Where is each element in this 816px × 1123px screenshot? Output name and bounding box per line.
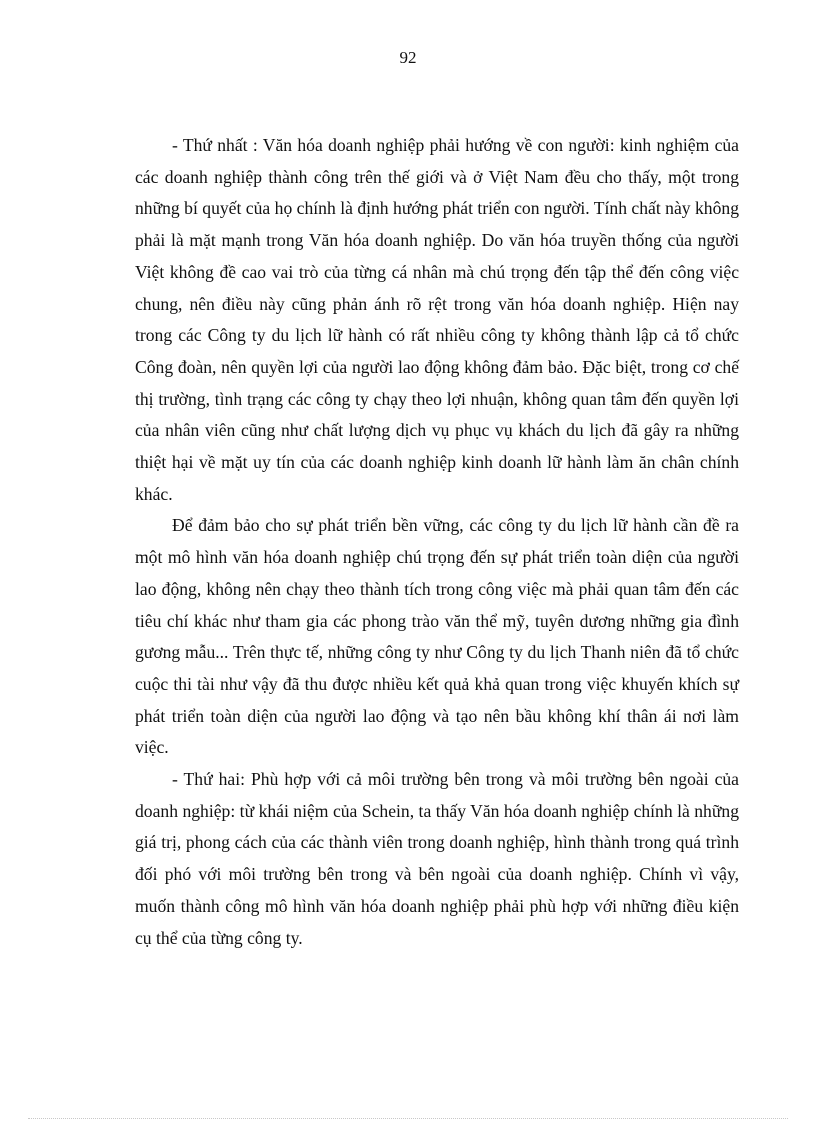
body-text	[135, 130, 739, 954]
paragraph-second-point: - Thứ hai: Phù hợp với cả môi trường bên trong và môi trường bên ngoài của doanh nghiệp: từ khái niệm của Schein, ta thấy Văn hóa doanh nghiệp chính là những giá trị, phong cách của các thành viên trong doanh nghiệp, hình thành trong quá trình đối phó với môi trường bên trong và bên ngoài của doanh nghiệp. Chính vì vậy, muốn thành công mô hình văn hóa doanh nghiệp phải phù hợp với những điều kiện cụ thể của từng công ty.	[135, 769, 739, 948]
page-number: 92	[399, 48, 417, 67]
paragraph-first-point: - Thứ nhất : Văn hóa doanh nghiệp phải hướng về con người: kinh nghiệm của các doanh nghiệp thành công trên thế giới và ở Việt Nam đều cho thấy, một trong những bí quyết của họ chính là định hướng phát triển con người. Tính chất này không phải là mặt mạnh trong Văn hóa doanh nghiệp. Do văn hóa truyền thống của người Việt không đề cao vai trò của từng cá nhân mà chú trọng đến tập thể đến công việc chung, nên điều này cũng phản ánh rõ rệt trong văn hóa doanh nghiệp. Hiện nay trong các Công ty du lịch lữ hành có rất nhiều công ty không thành lập cả tổ chức Công đoàn, nên quyền lợi của người lao động không đảm bảo. Đặc biệt, trong cơ chế thị trường, tình trạng các công ty chạy theo lợi nhuận, không quan tâm đến quyền lợi của nhân viên cũng như chất lượng dịch vụ phục vụ khách du lịch đã gây ra những thiệt hại về mặt uy tín của các doanh nghiệp kinh doanh lữ hành làm ăn chân chính khác.	[135, 135, 739, 504]
footer-divider	[28, 1118, 788, 1119]
paragraph-sustainable-development: Để đảm bảo cho sự phát triển bền vững, các công ty du lịch lữ hành cần đề ra một mô hình văn hóa doanh nghiệp chú trọng đến sự phát triển toàn diện của người lao động, không nên chạy theo thành tích trong công việc mà phải quan tâm đến các tiêu chí khác như tham gia các phong trào văn thể mỹ, tuyên dương những gia đình gương mẫu... Trên thực tế, những công ty như Công ty du lịch Thanh niên đã tổ chức cuộc thi tài như vậy đã thu được nhiều kết quả khả quan trong việc khuyến khích sự phát triển toàn diện của người lao động và tạo nên bầu không khí thân ái nơi làm việc.	[135, 515, 739, 758]
